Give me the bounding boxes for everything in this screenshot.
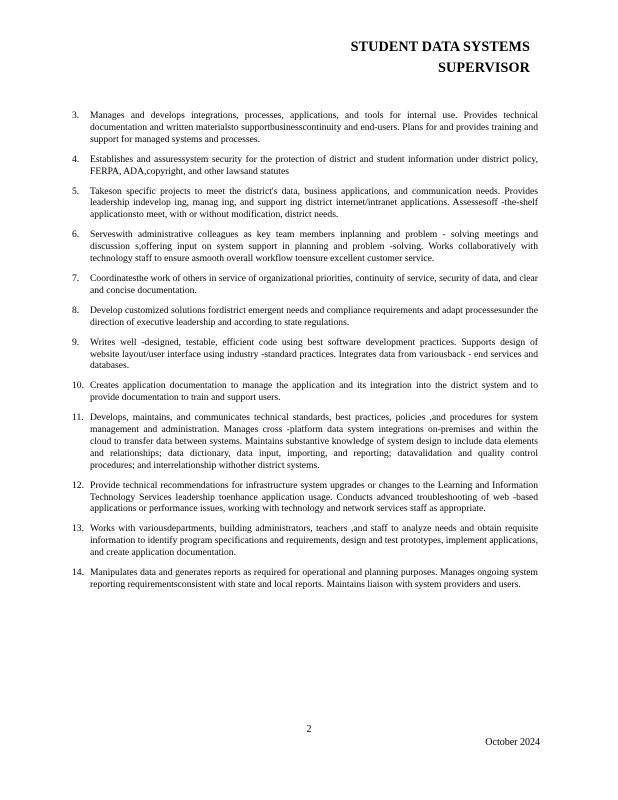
item-number: 4. [72, 153, 80, 165]
list-item [72, 273, 538, 297]
item-number: 11. [72, 412, 84, 424]
item-text: Manages and develops integrations, processes, applications, and tools for internal use. Provides technical documentation and written materialsto supportbusinesscontinuity and end-users. Plans for and provides training and support for managed systems and processes. [90, 110, 538, 145]
item-text: Serveswith administrative colleagues as key team members inplanning and problem - solving meetings and discussion s,offering input on system support in planning and problem -solving. Works collaboratively with technology staff to ensure asmooth overall workflow toensure excellent customer service. [90, 229, 538, 265]
item-text: Creates application documentation to manage the application and its integration into the district system and to provide documentation to train and support users. [90, 380, 538, 404]
list-item [72, 523, 538, 559]
list-item [72, 229, 538, 265]
item-number: 5. [72, 185, 80, 197]
item-number: 12. [72, 479, 84, 491]
item-text: Works with variousdepartments, building administrators, teachers ,and staff to analyze needs and obtain requisite information to identify program specifications and requirements, design and test prototypes, implement applications, and create application documentation. [90, 523, 538, 559]
list-item [72, 110, 538, 146]
title-line-2: SUPERVISOR [438, 60, 530, 76]
list-item [72, 186, 538, 222]
item-number: 7. [72, 272, 80, 284]
item-number: 6. [72, 229, 80, 241]
item-number: 8. [72, 304, 80, 316]
list-item [72, 412, 538, 472]
document-date: October 2024 [485, 737, 540, 748]
title-line-1: STUDENT DATA SYSTEMS [350, 39, 530, 55]
item-text: Provide technical recommendations for infrastructure system upgrades or changes to the Learning and Information Technology Services leadership toenhance application usage. Conducts advanced troubleshooting of web -based applications or performance issues, working with technology and network services staff as appropriate. [90, 479, 538, 515]
item-text: Takeson specific projects to meet the district's data, business applications, and communication needs. Provides leadership indevelop ing, manag ing, and support ing district internet/intranet applications. Assessesoff -the-shelf applicationsto meet, with or without modification, district needs. [90, 185, 538, 221]
list-item [72, 567, 538, 591]
item-text: Coordinatesthe work of others in service of organizational priorities, continuity of service, security of data, and clear and concise documentation. [90, 272, 538, 296]
duties-list [72, 110, 538, 591]
list-item [72, 480, 538, 516]
list-item [72, 154, 538, 178]
item-text: Develops, maintains, and communicates technical standards, best practices, policies ,and procedures for system management and administration. Manages cross -platform data system integrations on-premises and within the cloud to transfer data between systems. Maintains substantive knowledge of system design to include data elements and relationships; data dictionary, data input, importing, and reporting; datavalidation and quality control procedures; and interrelationship withother district systems. [90, 412, 538, 471]
item-text: Establishes and assuressystem security for the protection of district and student information under district policy, FERPA, ADA,copyright, and other lawsand statutes [90, 153, 538, 177]
item-number: 3. [72, 110, 80, 121]
list-item [72, 305, 538, 329]
item-number: 13. [72, 523, 84, 535]
item-text: Develop customized solutions fordistrict emergent needs and compliance requirements and adapt processesunder the direction of executive leadership and according to state regulations. [90, 304, 538, 328]
page-title [351, 37, 530, 79]
item-number: 9. [72, 336, 80, 348]
item-text: Writes well -designed, testable, efficient code using best software development practices. Supports design of website layout/user interface using industry -standard practices. Integrates data from variousback - end services and databases. [90, 336, 538, 372]
item-text: Manipulates data and generates reports as required for operational and planning purposes. Manages ongoing system reporting requirementsconsistent with state and local reports. Maintains liaison with system providers and users. [90, 567, 538, 590]
item-number: 14. [72, 567, 84, 579]
list-item [72, 380, 538, 404]
page-number: 2 [306, 724, 312, 735]
item-number: 10. [72, 380, 84, 392]
list-item [72, 337, 538, 373]
